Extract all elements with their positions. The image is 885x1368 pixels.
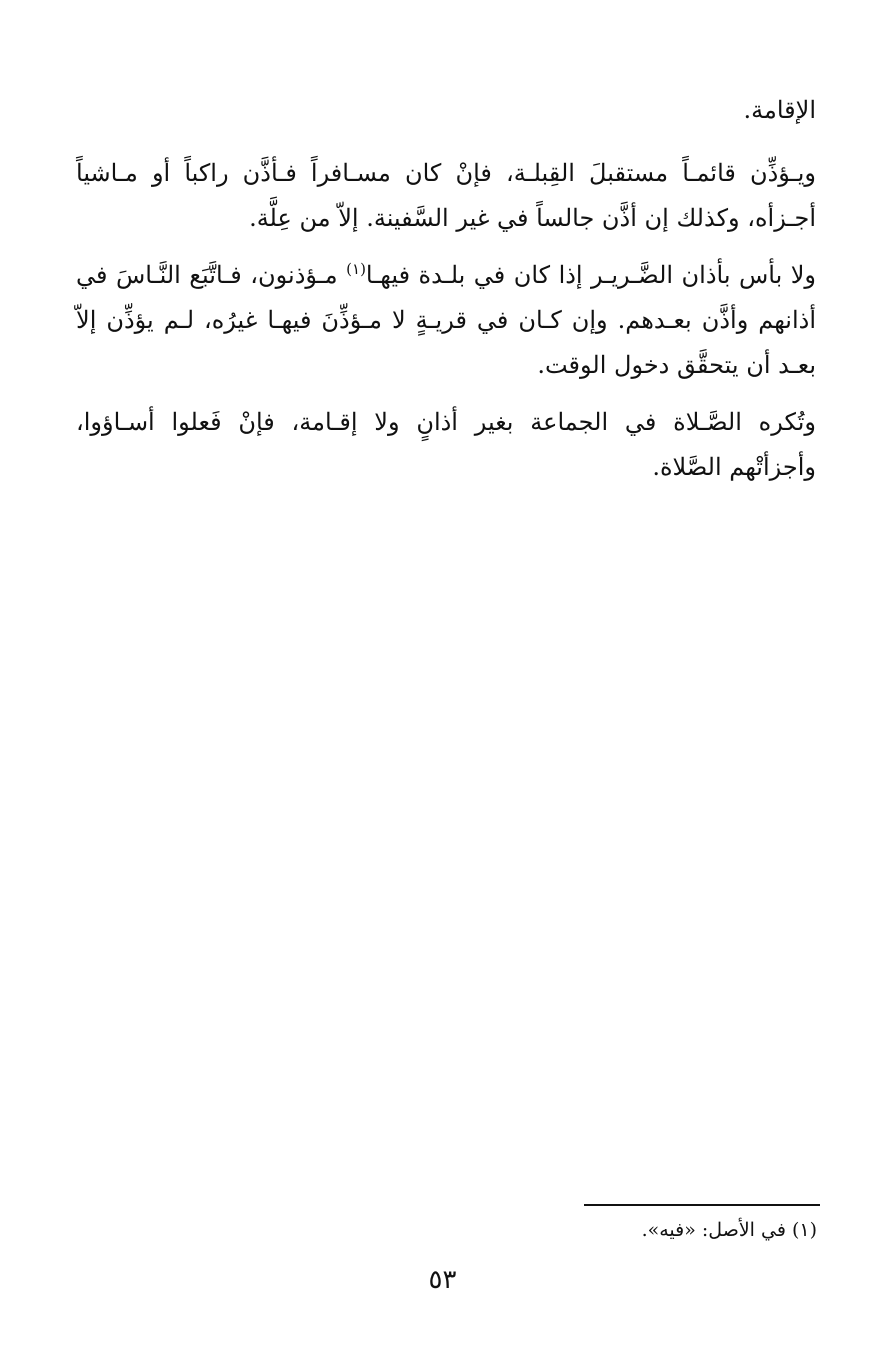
body-text <box>76 88 816 502</box>
footnote-divider <box>584 1204 820 1206</box>
footnote-text: (١) في الأصل: «فيه». <box>641 1219 817 1241</box>
paragraph-blind-muadhin-part1: ولا بأس بأذان الضَّـريـر إذا كان في بلـدة فيهـا <box>365 261 817 289</box>
paragraph-iqama: الإقامة. <box>743 96 816 124</box>
paragraph-blind-muadhin-part2: مـؤذنون، فـاتَّبَع النَّـاسَ في أذانهم وأذَّن بعـدهم. وإن كـان في قريـةٍ لا مـؤذِّنَ فيهـا غيرُه، لـم يؤذِّن إلاّ بعـد أن يتحقَّق دخول الوقت. <box>76 261 816 379</box>
paragraph-congregation: وتُكره الصَّـلاة في الجماعة بغير أذانٍ ولا إقـامة، فإنْ فَعلوا أسـاؤوا، وأجزأتْهم الصَّلاة. <box>76 408 816 481</box>
paragraph-blind-muadhin <box>76 253 816 388</box>
page-number: ٥٣ <box>428 1265 457 1295</box>
footnote-reference: (١) <box>346 260 366 278</box>
paragraph-standing-adhan: ويـؤذِّن قائمـاً مستقبلَ القِبلـة، فإنْ كان مسـافراً فـأذَّن راكباً أو مـاشياً أجـزأه، وكذلك إن أذَّن جالساً في غير السَّفينة. إلاّ من عِلَّة. <box>76 159 816 232</box>
